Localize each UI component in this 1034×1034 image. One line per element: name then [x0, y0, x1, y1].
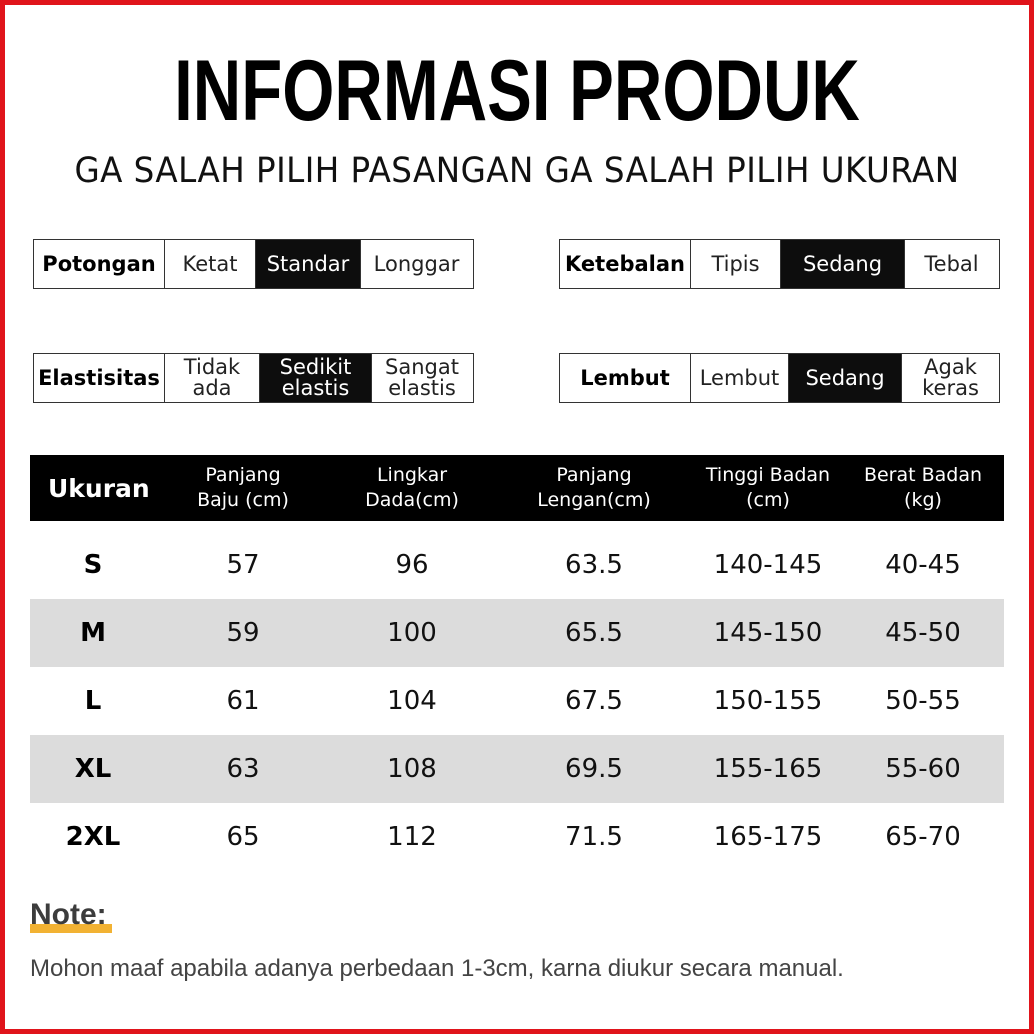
option-lembut: Lembut [691, 354, 789, 402]
size-table [30, 455, 1004, 871]
table-cell: 59 [226, 618, 260, 648]
table-row [30, 735, 1004, 803]
option-ketat: Ketat [165, 240, 256, 288]
page-title: INFORMASI PRODUK [174, 43, 860, 139]
header-panjang-baju: Panjang Baju (cm) [197, 464, 289, 511]
table-cell: 150-155 [713, 686, 823, 716]
table-cell: 67.5 [565, 686, 623, 716]
option-sangat-elastis: Sangat elastis [385, 355, 459, 400]
header-berat-badan: Berat Badan (kg) [863, 464, 983, 511]
table-header [30, 455, 1004, 521]
header-panjang-lengan: Panjang Lengan(cm) [537, 464, 651, 511]
table-row [30, 531, 1004, 599]
table-row [30, 803, 1004, 871]
page-subtitle: GA SALAH PILIH PASANGAN GA SALAH PILIH UKURAN [74, 151, 960, 191]
header-ukuran: Ukuran [48, 473, 150, 503]
table-row [30, 599, 1004, 667]
option-sedang-selected: Sedang [781, 240, 905, 288]
table-cell: 55-60 [885, 754, 961, 784]
table-cell: 108 [387, 754, 437, 784]
table-cell: 145-150 [713, 618, 823, 648]
attribute-label: Lembut [560, 354, 691, 402]
table-cell: 104 [387, 686, 437, 716]
size-label: XL [74, 754, 112, 784]
table-cell: 57 [226, 550, 260, 580]
option-tipis: Tipis [691, 240, 781, 288]
table-cell: 65.5 [565, 618, 623, 648]
attribute-elastisitas [33, 353, 474, 403]
option-agak-keras: Agak keras [922, 355, 979, 400]
table-cell: 112 [387, 822, 437, 852]
attribute-label: Ketebalan [560, 240, 691, 288]
table-cell: 65-70 [885, 822, 961, 852]
table-cell: 140-145 [713, 550, 823, 580]
table-row [30, 667, 1004, 735]
table-cell: 100 [387, 618, 437, 648]
attribute-label: Potongan [34, 240, 165, 288]
table-cell: 155-165 [713, 754, 823, 784]
table-cell: 40-45 [885, 550, 961, 580]
table-cell: 63 [226, 754, 260, 784]
table-cell: 50-55 [885, 686, 961, 716]
table-cell: 45-50 [885, 618, 961, 648]
size-label: M [80, 618, 106, 648]
attribute-label: Elastisitas [34, 354, 165, 402]
table-cell: 65 [226, 822, 260, 852]
attribute-lembut [559, 353, 1000, 403]
option-tebal: Tebal [924, 251, 979, 276]
option-standar-selected: Standar [256, 240, 361, 288]
table-cell: 71.5 [565, 822, 623, 852]
size-label: 2XL [65, 822, 121, 852]
option-sedikit-elastis-selected: Sedikit elastis [260, 354, 372, 402]
option-tidak-ada: Tidak ada [165, 354, 260, 402]
attribute-potongan [33, 239, 474, 289]
header-lingkar-dada: Lingkar Dada(cm) [365, 464, 459, 511]
note-title [30, 898, 107, 932]
size-label: L [84, 686, 102, 716]
table-cell: 69.5 [565, 754, 623, 784]
table-cell: 63.5 [565, 550, 623, 580]
note-title-text: Note: [30, 898, 107, 931]
option-sedang-selected: Sedang [789, 354, 902, 402]
attribute-ketebalan [559, 239, 1000, 289]
table-cell: 165-175 [713, 822, 823, 852]
table-cell: 96 [395, 550, 429, 580]
option-longgar: Longgar [373, 251, 460, 276]
header-tinggi-badan: Tinggi Badan (cm) [705, 464, 831, 511]
note-text: Mohon maaf apabila adanya perbedaan 1-3cm, karna diukur secara manual. [30, 955, 844, 982]
table-cell: 61 [226, 686, 260, 716]
size-label: S [83, 550, 103, 580]
